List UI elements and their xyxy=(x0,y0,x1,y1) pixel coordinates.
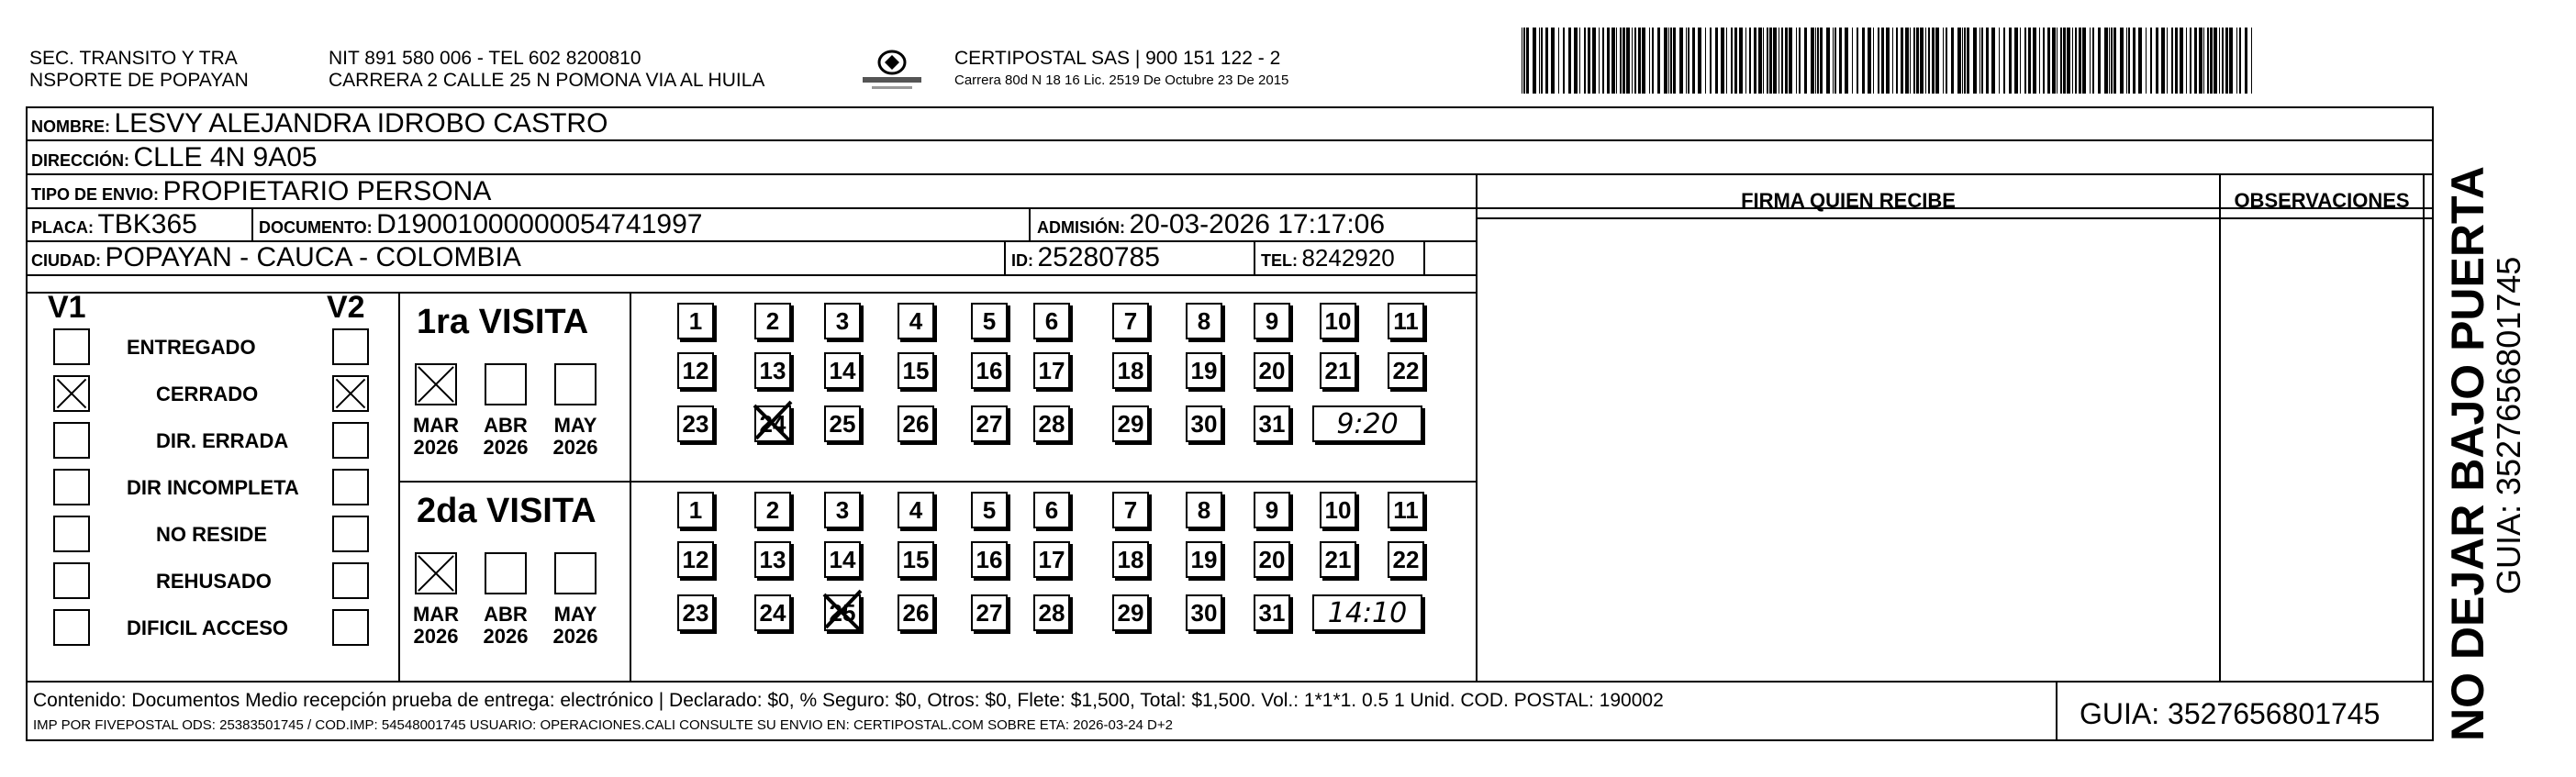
v1-checkbox[interactable] xyxy=(53,469,90,505)
day-box[interactable]: 26 xyxy=(898,594,934,631)
month-year: 2026 xyxy=(483,625,529,648)
v1-checkbox[interactable] xyxy=(53,562,90,599)
divider xyxy=(1004,240,1006,274)
day-box[interactable]: 6 xyxy=(1033,492,1070,528)
v1-checkbox[interactable] xyxy=(53,328,90,365)
placa-label: PLACA: xyxy=(31,218,94,237)
day-box[interactable]: 9 xyxy=(1254,492,1290,528)
day-box[interactable]: 21 xyxy=(1320,352,1356,389)
direccion-label: DIRECCIÓN: xyxy=(31,151,129,170)
month-label xyxy=(548,604,603,648)
day-box[interactable]: 18 xyxy=(1112,541,1149,578)
status-label: REHUSADO xyxy=(156,570,272,593)
firma-header: FIRMA QUIEN RECIBE xyxy=(1741,189,1956,212)
v2-checkbox[interactable] xyxy=(332,609,369,646)
day-box[interactable]: 18 xyxy=(1112,352,1149,389)
v1-header: V1 xyxy=(48,290,86,325)
side-warning-block xyxy=(2444,166,2526,741)
day-x-mark xyxy=(817,585,868,637)
month-label xyxy=(408,415,463,459)
status-label: CERRADO xyxy=(156,383,259,405)
month-name: ABR xyxy=(484,414,528,437)
divider xyxy=(26,681,2434,683)
month-name: MAR xyxy=(412,414,460,437)
tel-cell xyxy=(1261,244,1395,276)
divider xyxy=(26,173,2434,175)
admision-value: 20-03-2026 17:17:06 xyxy=(1129,209,1386,239)
ciudad-cell xyxy=(31,244,521,276)
id-cell xyxy=(1011,244,1160,276)
divider xyxy=(1254,240,1255,274)
divider xyxy=(2056,681,2057,741)
status-label: DIFICIL ACCESO xyxy=(127,616,289,639)
divider xyxy=(398,481,1476,483)
day-box[interactable]: 5 xyxy=(971,303,1008,339)
month-checkbox[interactable] xyxy=(554,363,597,405)
month-checkbox[interactable] xyxy=(554,552,597,594)
day-box[interactable]: 12 xyxy=(677,352,714,389)
day-box[interactable]: 6 xyxy=(1033,303,1070,339)
day-box[interactable]: 30 xyxy=(1186,405,1222,442)
tel-label: TEL: xyxy=(1261,251,1298,270)
day-box[interactable]: 10 xyxy=(1320,303,1356,339)
day-box[interactable]: 29 xyxy=(1112,594,1149,631)
day-box[interactable]: 31 xyxy=(1254,405,1290,442)
month-label xyxy=(408,604,463,648)
day-box[interactable]: 22 xyxy=(1388,352,1424,389)
day-box[interactable]: 12 xyxy=(677,541,714,578)
day-box[interactable]: 1 xyxy=(677,492,714,528)
day-box[interactable]: 4 xyxy=(898,303,934,339)
ciudad-value: POPAYAN - CAUCA - COLOMBIA xyxy=(105,242,521,272)
nit-line-2: CARRERA 2 CALLE 25 N POMONA VIA AL HUILA xyxy=(329,70,765,91)
footer-imp-line: IMP POR FIVEPOSTAL ODS: 25383501745 / COD.IMP: 54548001745 USUARIO: OPERACIONES.CALI CONSULTE SU ENVIO EN: CERTIPOSTAL.COM SOBRE ETA: 2026-03-24 D+2 xyxy=(33,717,1173,733)
day-box[interactable]: 14 xyxy=(824,352,861,389)
day-box[interactable]: 27 xyxy=(971,405,1008,442)
nit-block xyxy=(329,48,764,92)
day-box[interactable]: 17 xyxy=(1033,352,1070,389)
admision-label: ADMISIÓN: xyxy=(1037,218,1125,237)
status-label: ENTREGADO xyxy=(127,336,256,359)
divider xyxy=(2219,173,2221,681)
tipo-envio-value: PROPIETARIO PERSONA xyxy=(162,176,492,206)
month-checkbox[interactable] xyxy=(415,552,457,594)
barcode xyxy=(1522,28,2252,94)
day-box[interactable]: 11 xyxy=(1388,492,1424,528)
day-box[interactable]: 20 xyxy=(1254,541,1290,578)
month-name: MAY xyxy=(553,603,597,626)
day-box[interactable]: 1 xyxy=(677,303,714,339)
nit-line-1: NIT 891 580 006 - TEL 602 8200810 xyxy=(329,48,641,69)
day-box[interactable]: 11 xyxy=(1388,303,1424,339)
documento-label: DOCUMENTO: xyxy=(259,218,373,237)
month-year: 2026 xyxy=(413,436,459,459)
day-box[interactable]: 15 xyxy=(898,541,934,578)
visit-time-box[interactable]: 14:10 xyxy=(1312,594,1422,631)
day-box[interactable]: 24 xyxy=(754,405,791,442)
day-box[interactable]: 17 xyxy=(1033,541,1070,578)
tel-value: 8242920 xyxy=(1301,244,1395,272)
side-guia: GUIA: 3527656801745 xyxy=(2490,256,2527,594)
day-box[interactable]: 23 xyxy=(677,594,714,631)
day-box[interactable]: 21 xyxy=(1320,541,1356,578)
day-box[interactable]: 2 xyxy=(754,303,791,339)
certipostal-logo-icon xyxy=(861,46,923,95)
day-box[interactable]: 13 xyxy=(754,541,791,578)
month-year: 2026 xyxy=(483,436,529,459)
month-label xyxy=(548,415,603,459)
documento-value: D19001000000054741997 xyxy=(376,209,703,239)
v2-checkbox[interactable] xyxy=(332,375,369,412)
month-year: 2026 xyxy=(413,625,459,648)
v2-checkbox[interactable] xyxy=(332,562,369,599)
v1-checkbox[interactable] xyxy=(53,375,90,412)
nombre-value: LESVY ALEJANDRA IDROBO CASTRO xyxy=(114,108,608,139)
courier-block xyxy=(954,48,1288,92)
status-label: DIR INCOMPLETA xyxy=(127,476,299,499)
day-box[interactable]: 7 xyxy=(1112,303,1149,339)
footer-content-line: Contenido: Documentos Medio recepción prueba de entrega: electrónico | Declarado: $0, % Seguro: $0, Otros: $0, Flete: $1,500, Total: $1,500. Vol.: 1*1*1. 0.5 1 Unid. COD. POSTAL: 190002 xyxy=(33,690,1664,711)
month-label xyxy=(478,604,533,648)
day-box[interactable]: 27 xyxy=(971,594,1008,631)
day-box[interactable]: 2 xyxy=(754,492,791,528)
footer-guia: GUIA: 3527656801745 xyxy=(2080,697,2381,730)
nombre-row xyxy=(31,110,608,142)
day-box[interactable]: 28 xyxy=(1033,405,1070,442)
day-box[interactable]: 23 xyxy=(677,405,714,442)
day-box[interactable]: 7 xyxy=(1112,492,1149,528)
day-box[interactable]: 15 xyxy=(898,352,934,389)
divider xyxy=(630,292,631,681)
day-box[interactable]: 16 xyxy=(971,352,1008,389)
day-box[interactable]: 24 xyxy=(754,594,791,631)
month-name: MAY xyxy=(553,414,597,437)
day-box[interactable]: 8 xyxy=(1186,492,1222,528)
side-warning: NO DEJAR BAJO PUERTA xyxy=(2442,166,2493,741)
sender-line-2: NSPORTE DE POPAYAN xyxy=(29,70,249,91)
v2-header: V2 xyxy=(327,290,365,325)
day-box[interactable]: 4 xyxy=(898,492,934,528)
observaciones-header: OBSERVACIONES xyxy=(2234,189,2410,212)
nombre-label: NOMBRE: xyxy=(31,117,110,136)
month-year: 2026 xyxy=(552,625,598,648)
day-box[interactable]: 20 xyxy=(1254,352,1290,389)
month-label xyxy=(478,415,533,459)
visit-title: 2da VISITA xyxy=(417,492,597,530)
day-box[interactable]: 26 xyxy=(898,405,934,442)
v1-checkbox[interactable] xyxy=(53,422,90,459)
day-box[interactable]: 5 xyxy=(971,492,1008,528)
admision-cell xyxy=(1037,211,1385,243)
v2-checkbox[interactable] xyxy=(332,422,369,459)
month-name: MAR xyxy=(412,603,460,626)
divider xyxy=(1029,207,1031,240)
month-year: 2026 xyxy=(552,436,598,459)
day-box[interactable]: 14 xyxy=(824,541,861,578)
v1-checkbox[interactable] xyxy=(53,516,90,552)
day-box[interactable]: 25 xyxy=(824,594,861,631)
ciudad-label: CIUDAD: xyxy=(31,251,101,270)
day-box[interactable]: 19 xyxy=(1186,352,1222,389)
v2-checkbox[interactable] xyxy=(332,516,369,552)
day-box[interactable]: 28 xyxy=(1033,594,1070,631)
month-checkbox[interactable] xyxy=(415,363,457,405)
divider xyxy=(2423,173,2425,681)
day-box[interactable]: 3 xyxy=(824,492,861,528)
placa-cell xyxy=(31,211,197,243)
status-label: NO RESIDE xyxy=(156,523,268,546)
month-name: ABR xyxy=(484,603,528,626)
divider xyxy=(1476,173,1478,681)
day-box[interactable]: 3 xyxy=(824,303,861,339)
day-box[interactable]: 8 xyxy=(1186,303,1222,339)
direccion-row xyxy=(31,144,318,176)
divider xyxy=(398,292,400,681)
direccion-value: CLLE 4N 9A05 xyxy=(133,142,318,172)
v2-checkbox[interactable] xyxy=(332,469,369,505)
month-checkbox[interactable] xyxy=(485,552,527,594)
visit-title: 1ra VISITA xyxy=(417,303,589,341)
day-box[interactable]: 31 xyxy=(1254,594,1290,631)
divider xyxy=(251,207,253,240)
tipo-envio-label: TIPO DE ENVIO: xyxy=(31,185,160,204)
day-box[interactable]: 30 xyxy=(1186,594,1222,631)
day-box[interactable]: 10 xyxy=(1320,492,1356,528)
day-box[interactable]: 13 xyxy=(754,352,791,389)
day-box[interactable]: 19 xyxy=(1186,541,1222,578)
placa-value: TBK365 xyxy=(97,209,197,239)
status-label: DIR. ERRADA xyxy=(156,429,289,452)
day-x-mark xyxy=(747,396,798,448)
visit-time-box[interactable]: 9:20 xyxy=(1312,405,1422,442)
sender-line-1: SEC. TRANSITO Y TRA xyxy=(29,48,238,69)
day-box[interactable]: 9 xyxy=(1254,303,1290,339)
day-box[interactable]: 29 xyxy=(1112,405,1149,442)
divider xyxy=(26,292,1476,294)
day-box[interactable]: 16 xyxy=(971,541,1008,578)
day-box[interactable]: 22 xyxy=(1388,541,1424,578)
v1-checkbox[interactable] xyxy=(53,609,90,646)
courier-line-1: CERTIPOSTAL SAS | 900 151 122 - 2 xyxy=(954,48,1281,69)
divider xyxy=(1476,217,2434,219)
month-checkbox[interactable] xyxy=(485,363,527,405)
courier-line-2: Carrera 80d N 18 16 Lic. 2519 De Octubre 23 De 2015 xyxy=(954,72,1289,88)
id-label: ID: xyxy=(1011,251,1033,270)
sender-block xyxy=(29,48,249,92)
divider xyxy=(1423,240,1425,274)
id-value: 25280785 xyxy=(1037,242,1160,272)
day-box[interactable]: 25 xyxy=(824,405,861,442)
documento-cell xyxy=(259,211,702,243)
v2-checkbox[interactable] xyxy=(332,328,369,365)
tipo-envio-row xyxy=(31,178,491,210)
